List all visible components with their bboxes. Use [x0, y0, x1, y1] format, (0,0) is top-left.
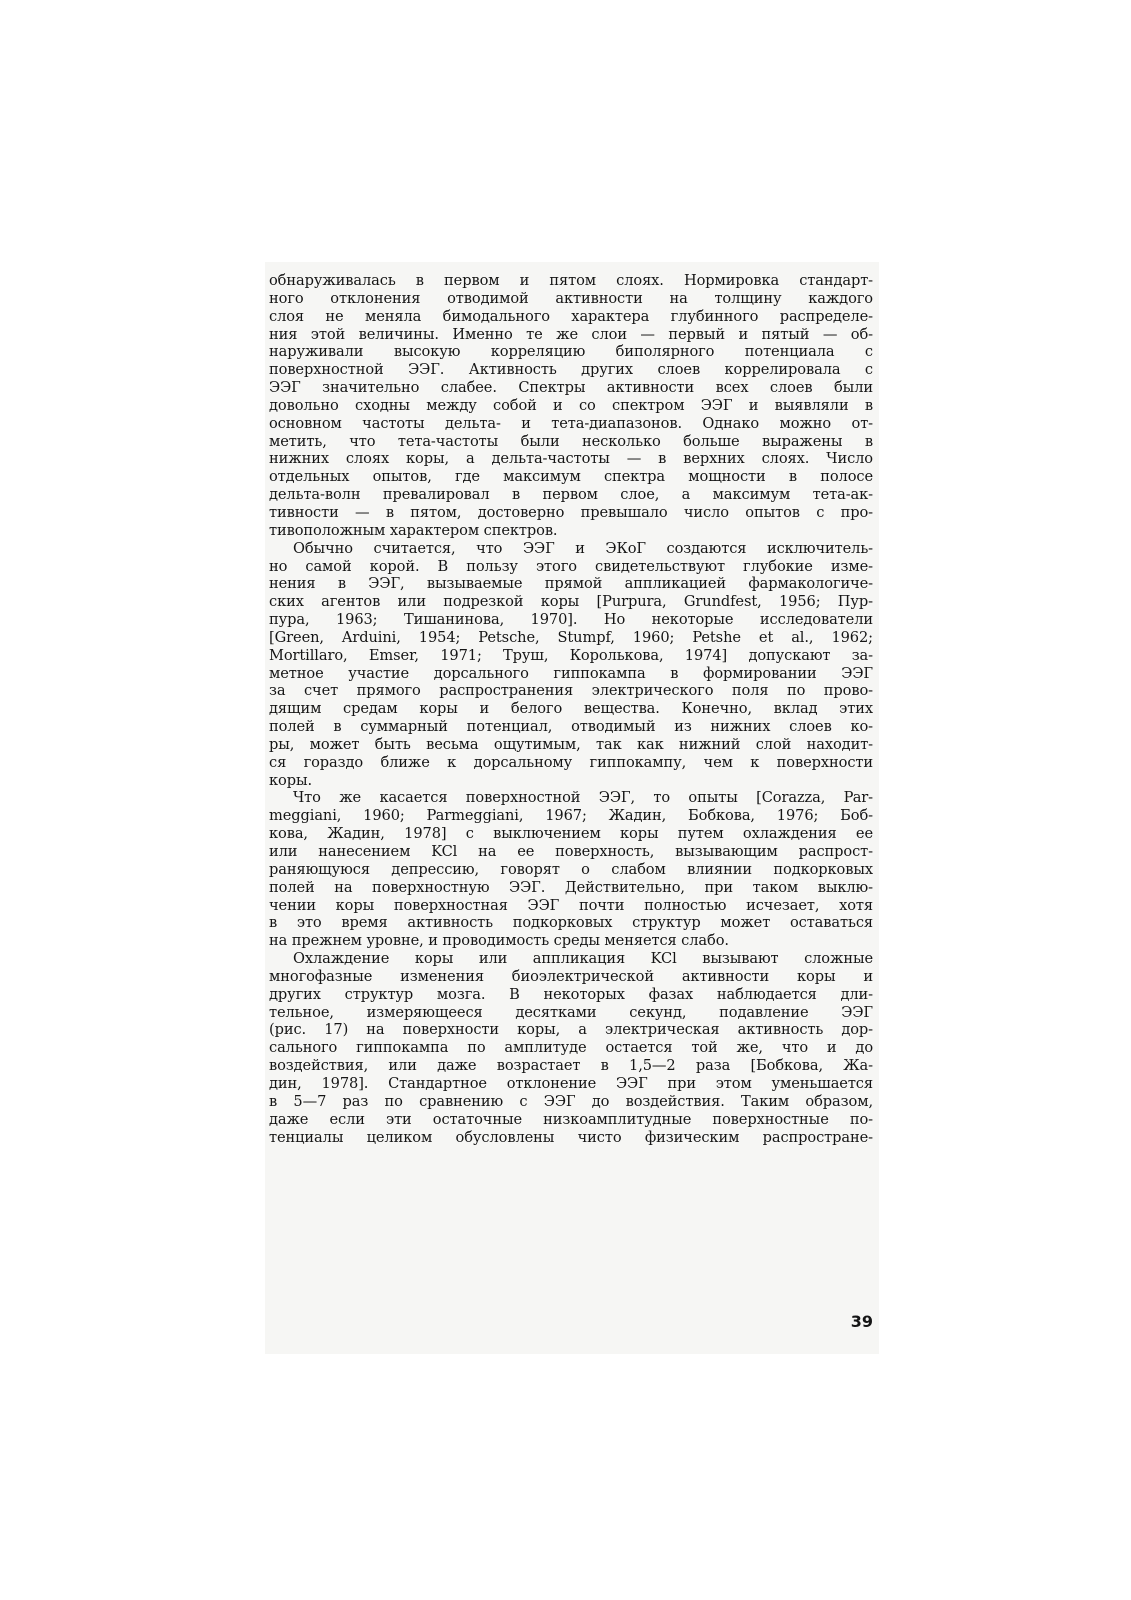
text-line: многофазные изменения биоэлектрической активности коры и: [269, 967, 873, 985]
text-line: чении коры поверхностная ЭЭГ почти полностью исчезает, хотя: [269, 896, 873, 914]
text-line: коры.: [269, 771, 313, 789]
text-line: отдельных опытов, где максимум спектра мощности в полосе: [269, 468, 873, 486]
text-line: ного отклонения отводимой активности на толщину каждого: [269, 289, 873, 307]
text-line: ния этой величины. Именно те же слои — первый и пятый — об-: [269, 325, 873, 343]
text-line: [Green, Arduini, 1954; Petsche, Stumpf, 1960; Petshe et al., 1962;: [269, 628, 873, 646]
text-line: дельта-волн превалировал в первом слое, а максимум тета-ак-: [269, 486, 873, 504]
paragraph-start-line: Обычно считается, что ЭЭГ и ЭКоГ создаются исключитель-: [293, 539, 873, 557]
text-line: даже если эти остаточные низкоамплитудные поверхностные по-: [269, 1110, 873, 1128]
text-line: метить, что тета-частоты были несколько больше выражены в: [269, 432, 873, 450]
text-line: ся гораздо ближе к дорсальному гиппокампу, чем к поверхности: [269, 753, 873, 771]
page-number: 39: [850, 1312, 873, 1331]
text-line: тенциалы целиком обусловлены чисто физическим распростране-: [269, 1128, 873, 1146]
text-line: довольно сходны между собой и со спектром ЭЭГ и выявляли в: [269, 396, 873, 414]
body-text: [269, 272, 873, 1146]
text-line: полей на поверхностную ЭЭГ. Действительно, при таком выклю-: [269, 878, 873, 896]
text-line: кова, Жадин, 1978] с выключением коры путем охлаждения ее: [269, 825, 873, 843]
text-line: ры, может быть весьма ощутимым, так как нижний слой находит-: [269, 735, 873, 753]
text-line: обнаруживалась в первом и пятом слоях. Нормировка стандарт-: [269, 272, 873, 289]
text-line: дин, 1978]. Стандартное отклонение ЭЭГ при этом уменьшается: [269, 1074, 873, 1092]
text-line: пура, 1963; Тишанинова, 1970]. Но некоторые исследователи: [269, 611, 873, 629]
text-line: других структур мозга. В некоторых фазах наблюдается дли-: [269, 985, 873, 1003]
text-line: воздействия, или даже возрастает в 1,5—2 раза [Бобкова, Жа-: [269, 1057, 873, 1075]
text-line: слоя не меняла бимодального характера глубинного распределе-: [269, 307, 873, 325]
text-line: раняющуюся депрессию, говорят о слабом влиянии подкорковых: [269, 860, 873, 878]
text-line: тивности — в пятом, достоверно превышало число опытов с про-: [269, 503, 873, 521]
text-line: метное участие дорсального гиппокампа в формировании ЭЭГ: [269, 664, 873, 682]
text-line: поверхностной ЭЭГ. Активность других слоев коррелировала с: [269, 361, 873, 379]
text-line: полей в суммарный потенциал, отводимый из нижних слоев ко-: [269, 718, 873, 736]
text-line: сального гиппокампа по амплитуде остается той же, что и до: [269, 1039, 873, 1057]
text-line: ЭЭГ значительно слабее. Спектры активности всех слоев были: [269, 379, 873, 397]
text-line: но самой корой. В пользу этого свидетельствуют глубокие изме-: [269, 557, 873, 575]
text-line: Mortillaro, Emser, 1971; Труш, Королькова, 1974] допускают за-: [269, 646, 873, 664]
text-line: наруживали высокую корреляцию биполярного потенциала с: [269, 343, 873, 361]
text-line: тивоположным характером спектров.: [269, 521, 558, 539]
text-line: ских агентов или подрезкой коры [Purpura, Grundfest, 1956; Пур-: [269, 593, 873, 611]
text-line: нения в ЭЭГ, вызываемые прямой аппликацией фармакологиче-: [269, 575, 873, 593]
text-line: нижних слоях коры, а дельта-частоты — в верхних слоях. Число: [269, 450, 873, 468]
text-line: meggiani, 1960; Parmeggiani, 1967; Жадин, Бобкова, 1976; Боб-: [269, 807, 873, 825]
text-line: за счет прямого распространения электрического поля по прово-: [269, 682, 873, 700]
text-line: дящим средам коры и белого вещества. Конечно, вклад этих: [269, 700, 873, 718]
book-page: [265, 262, 879, 1354]
text-line: тельное, измеряющееся десятками секунд, подавление ЭЭГ: [269, 1003, 873, 1021]
text-line: основном частоты дельта- и тета-диапазонов. Однако можно от-: [269, 414, 873, 432]
text-line: (рис. 17) на поверхности коры, а электрическая активность дор-: [269, 1021, 873, 1039]
text-line: в 5—7 раз по сравнению с ЭЭГ до воздействия. Таким образом,: [269, 1092, 873, 1110]
text-line: на прежнем уровне, и проводимость среды меняется слабо.: [269, 932, 729, 950]
paragraph-start-line: Что же касается поверхностной ЭЭГ, то опыты [Corazza, Par-: [293, 789, 873, 807]
text-line: или нанесением KCl на ее поверхность, вызывающим распрост-: [269, 843, 873, 860]
text-line: в это время активность подкорковых структур может оставаться: [269, 914, 873, 932]
paragraph-start-line: Охлаждение коры или аппликация KCl вызывают сложные: [293, 950, 873, 968]
